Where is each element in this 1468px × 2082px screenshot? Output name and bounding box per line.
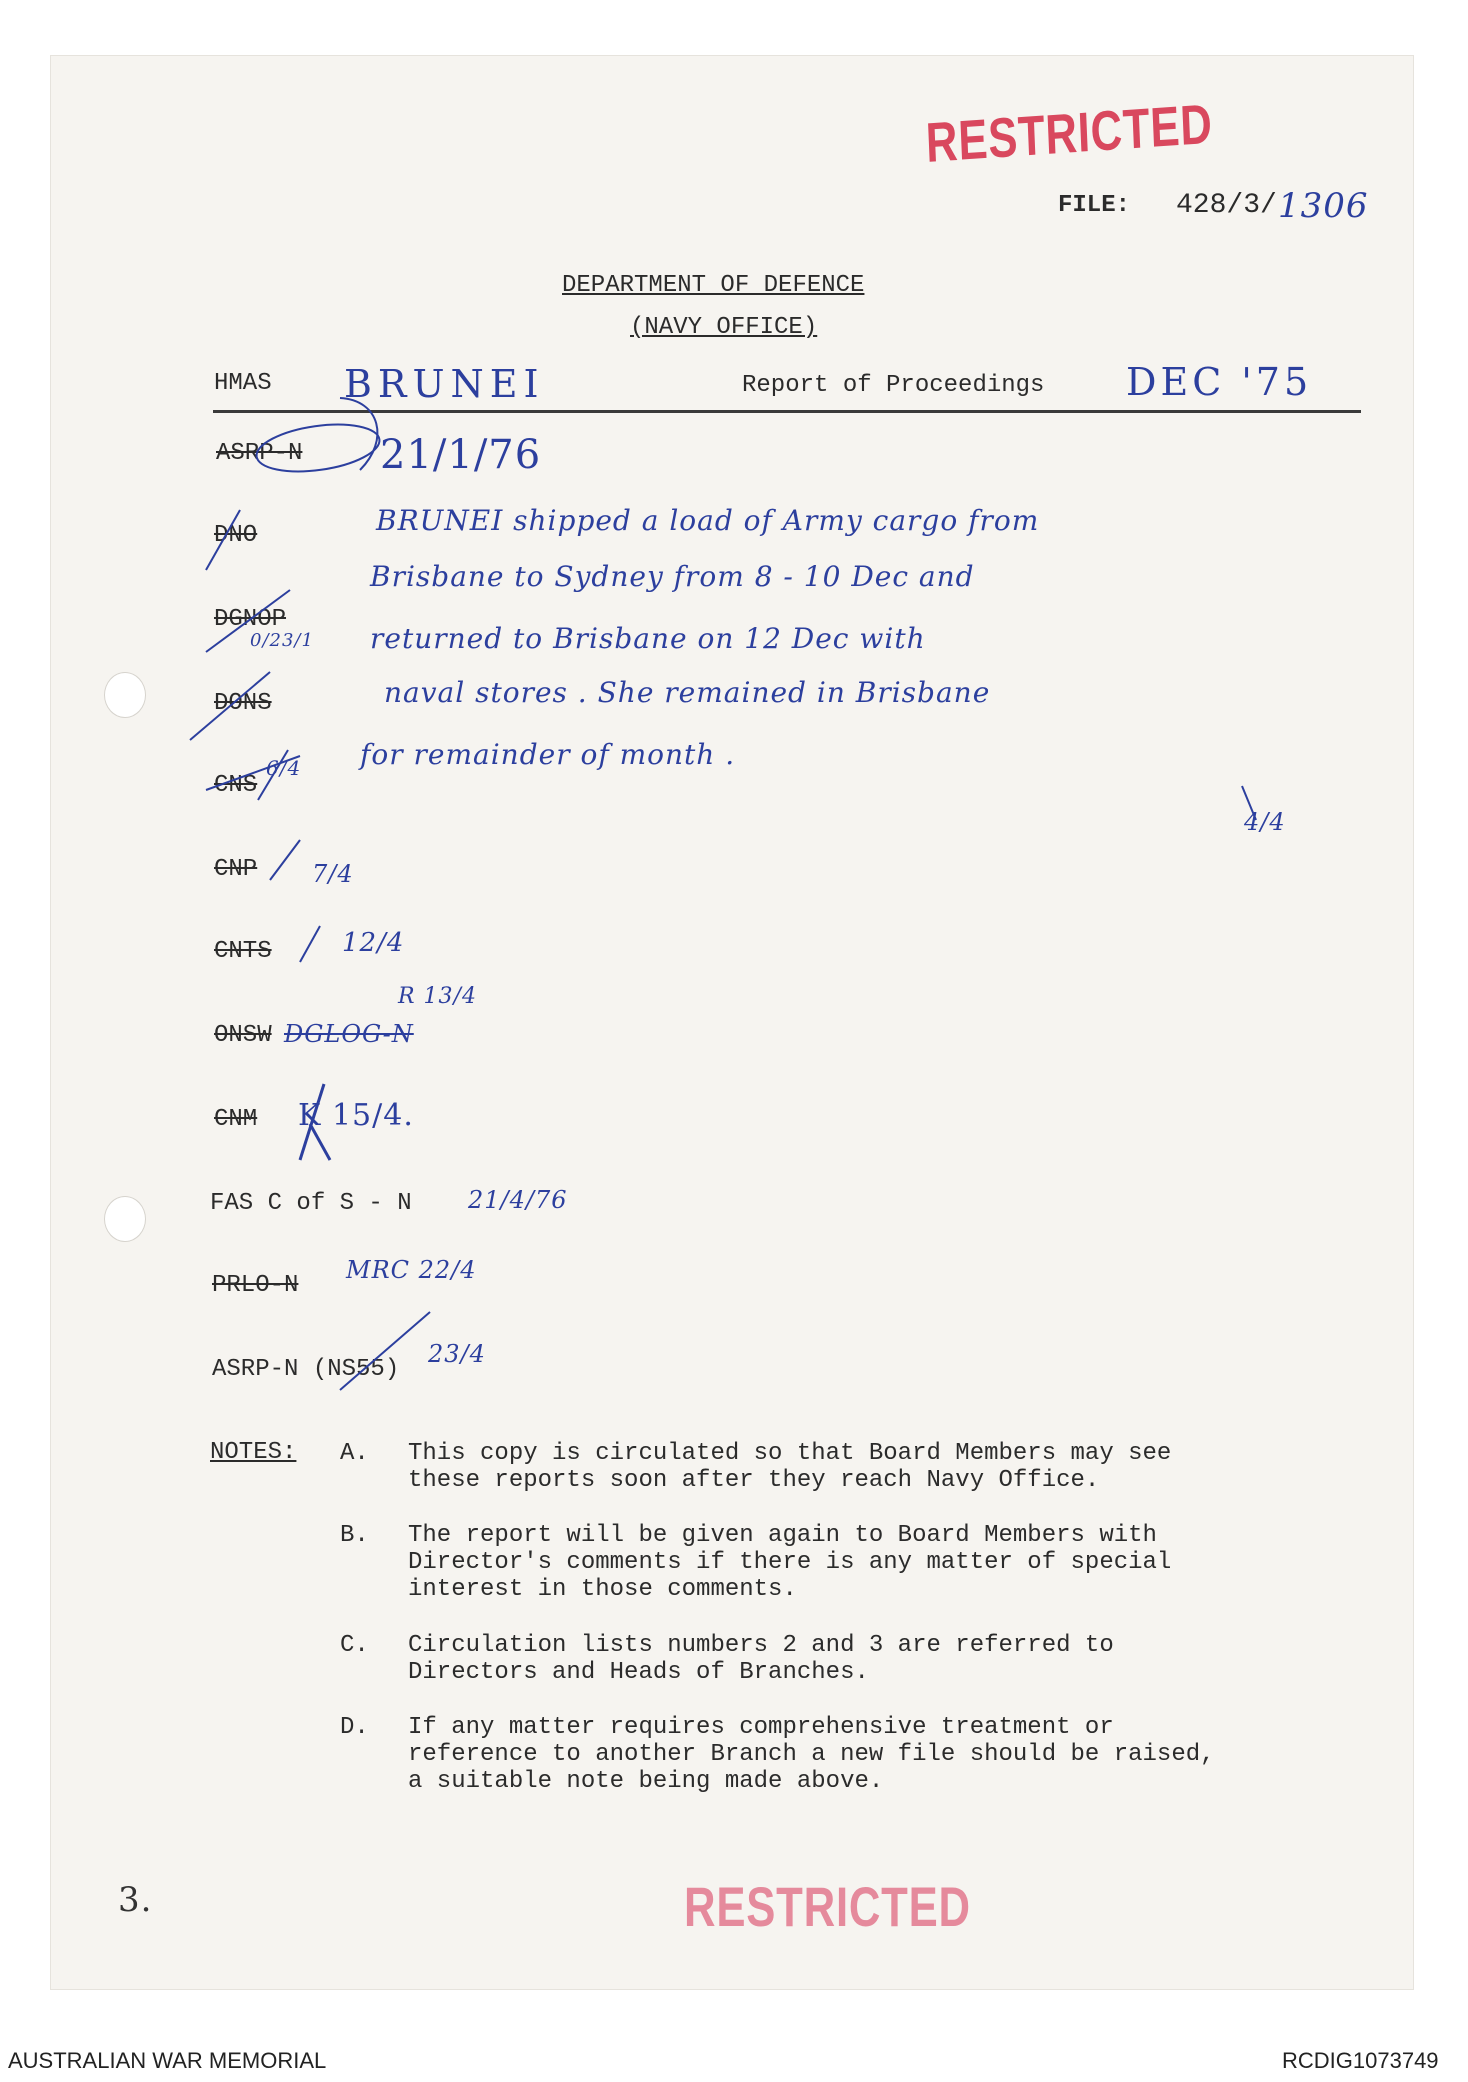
hmas-label: HMAS [214, 370, 272, 397]
department-heading: DEPARTMENT OF DEFENCE [562, 272, 865, 299]
report-of-proceedings-label: Report of Proceedings [742, 372, 1045, 399]
footer-source: AUSTRALIAN WAR MEMORIAL [8, 2048, 327, 2073]
routing-cns-initial: 6/4 [266, 756, 302, 780]
routing-asrp-n-ns55-initial: 23/4 [428, 1340, 486, 1368]
footer-record-id: RCDIG1073749 [1282, 2048, 1439, 2073]
routing-cns: CNS [214, 772, 258, 799]
memo-line-4: naval stores . She remained in Brisbane [384, 676, 991, 709]
report-period: DEC '75 [1126, 360, 1313, 404]
routing-prlo-n-initial: MRC 22/4 [346, 1256, 477, 1284]
routing-cnp-initial: 7/4 [312, 860, 354, 888]
memo-line-5: for remainder of month . [360, 738, 736, 771]
file-number-handwritten: 1306 [1278, 186, 1369, 226]
routing-cnm: CNM [214, 1106, 258, 1133]
routing-fas: FAS C of S - N [210, 1190, 412, 1217]
memo-line-2: Brisbane to Sydney from 8 - 10 Dec and [370, 560, 975, 593]
routing-asrp-n-date: 21/1/76 [380, 432, 542, 478]
navy-office-heading: (NAVY OFFICE) [630, 314, 818, 341]
note-b-letter: B. [340, 1522, 369, 1549]
routing-dno: DNO [214, 522, 258, 549]
memo-initial: 4/4 [1244, 808, 1286, 836]
memo-line-1: BRUNEI shipped a load of Army cargo from [376, 504, 1040, 537]
ship-name: BRUNEI [344, 362, 545, 406]
routing-prlo-n: PRLO-N [212, 1272, 299, 1299]
routing-asrp-n-ns55: ASRP-N (NS55) [212, 1356, 400, 1383]
note-c-letter: C. [340, 1632, 369, 1659]
note-a-text: This copy is circulated so that Board Members may see these reports soon after they reach Navy Office. [408, 1440, 1172, 1494]
file-number-typed: 428/3/ [1176, 190, 1277, 221]
routing-dons: DONS [214, 690, 272, 717]
memo-line-3: returned to Brisbane on 12 Dec with [370, 622, 926, 655]
file-label: FILE: [1058, 192, 1131, 219]
routing-onsw-initial: R 13/4 [398, 984, 477, 1009]
restricted-stamp-bottom: RESTRICTED [684, 1875, 971, 1938]
routing-cnts-initial: 12/4 [342, 928, 405, 958]
notes-label: NOTES: [210, 1439, 297, 1466]
note-d-text: If any matter requires comprehensive treatment or reference to another Branch a new file should be raised, a suitable note being made above. [408, 1714, 1215, 1795]
routing-dgnop: DGNOP [214, 606, 287, 633]
page-number-mark: 3. [118, 1880, 153, 1920]
routing-onsw: ONSW [214, 1022, 272, 1049]
routing-onsw-redirect: DGLOG-N [284, 1020, 414, 1048]
note-d-letter: D. [340, 1714, 369, 1741]
routing-fas-initial: 21/4/76 [468, 1186, 568, 1214]
restricted-stamp-top: RESTRICTED [924, 91, 1214, 174]
routing-cnts: CNTS [214, 938, 272, 965]
routing-dgnop-initial: 0/23/1 [250, 630, 314, 651]
routing-asrp-n: ASRP-N [216, 440, 303, 467]
routing-cnp: CNP [214, 856, 258, 883]
note-c-text: Circulation lists numbers 2 and 3 are referred to Directors and Heads of Branches. [408, 1632, 1114, 1686]
routing-cnm-initial: K 15/4. [298, 1098, 414, 1133]
note-a-letter: A. [340, 1440, 369, 1467]
note-b-text: The report will be given again to Board Members with Director's comments if there is any matter of special interest in those comments. [408, 1522, 1172, 1603]
